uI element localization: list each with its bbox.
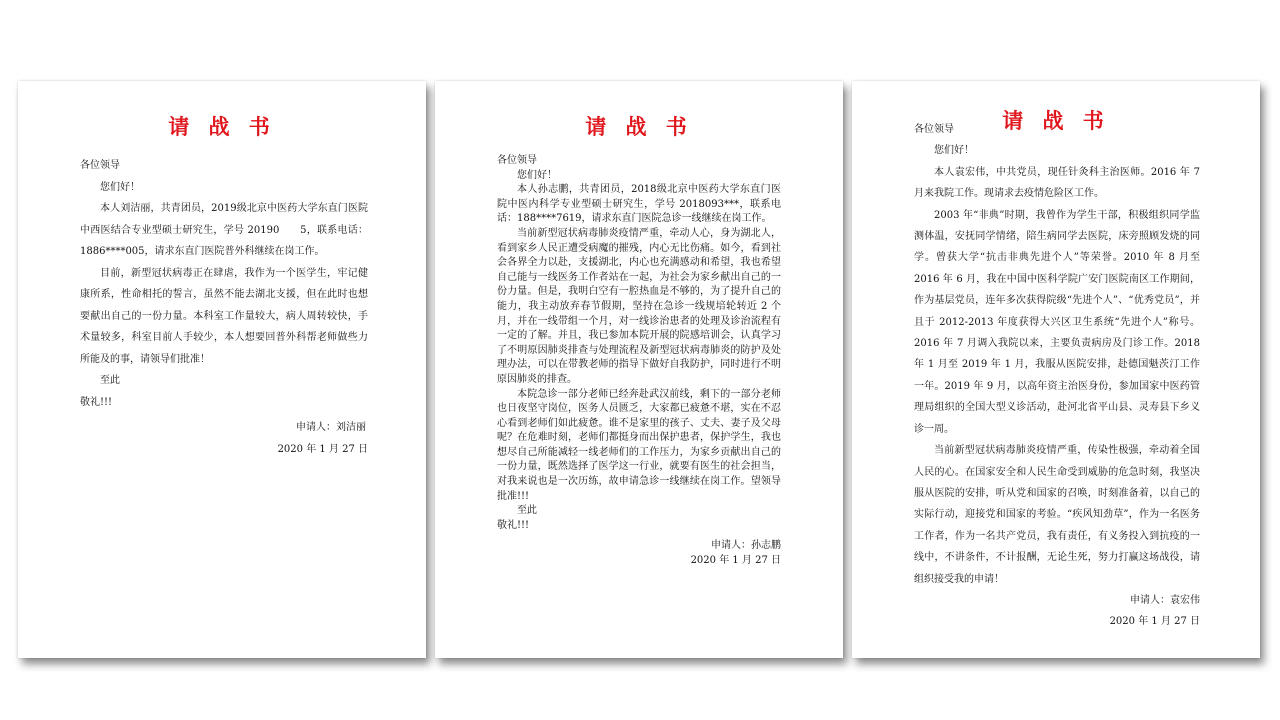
greeting: 您们好！ bbox=[934, 145, 974, 157]
salutation: 各位领导 bbox=[914, 124, 954, 135]
letter-body bbox=[914, 119, 1200, 633]
letter-page-liu bbox=[18, 81, 426, 658]
closing-line: 至此 bbox=[517, 505, 537, 517]
closing-salute: 敬礼!!! bbox=[497, 519, 530, 531]
salutation: 各位领导 bbox=[80, 160, 120, 171]
paragraph: 2003 年“非典”时期，我曾作为学生干部，积极组织同学监测体温，安抚同学情绪，陪生病同学去医院，床旁照顾发烧的同学。曾获大学“抗击非典先进个人”等荣誉。2010 年 8 月至 2016 年 6 月，我在中国中医科学院广安门医院南区工作期间，作为基层党员，连年多次获得院级“先进个人”、“优秀党员”，并且于 2012-2013 年度获得大兴区卫生系统“先进个人”称号。2016 年 7 月调入我院以来，主要负责病房及门诊工作。2018 年 1 月至 2019 年 1 月，我服从医院安排，赴德国魁茨汀工作一年。2019 年 9 月，以高年资主治医身份，参加国家中医药管理局组织的全国大型义诊活动，赴河北省平山县、灵寿县下乡义诊一周。 bbox=[914, 209, 1200, 435]
date: 2020 年 1 月 27 日 bbox=[1109, 616, 1200, 628]
paragraph: 本人孙志鹏，共青团员，2018级北京中医药大学东直门医院中医内科学专业型硕士研究生，学号 2018093***，联系电话：188****7619，请求东直门医院急诊一线继续在岗工作。 bbox=[497, 184, 781, 225]
closing-line: 至此 bbox=[100, 375, 120, 386]
date: 2020 年 1 月 27 日 bbox=[277, 443, 368, 455]
letter-page-yuan bbox=[852, 81, 1260, 658]
closing-salute: 敬礼!!! bbox=[80, 396, 113, 408]
paragraph: 目前，新型冠状病毒正在肆虐，我作为一个医学生，牢记健康所系，性命相托的誓言，虽然不能去湖北支援，但在此时也想要献出自己的一份力量。本科室工作量较大，病人周转较快，手术量较多，科室目前人手较少，本人想要回普外科帮老师做些力所能及的事，请领导们批准！ bbox=[80, 267, 368, 365]
date: 2020 年 1 月 27 日 bbox=[690, 555, 781, 567]
letter-title: 请 战 书 bbox=[1002, 108, 1110, 133]
paragraph: 当前新型冠状病毒肺炎疫情严重，牵动人心，身为湖北人，看到家乡人民正遭受病魔的摧残，内心无比伤痛。如今，看到社会各界全力以赴，支援湖北，内心也充满感动和希望，我也希望自己能与一线医务工作者站在一起，为社会为家乡献出自己的一份力量。但是，我明白空有一腔热血是不够的，为了提升自己的能力，我主动放弃春节假期，坚持在急诊一线规培轮转近 2 个月，并在一线带组一个月，对一线诊治患者的处理及诊治流程有一定的了解。并且，我已参加本院开展的院感培训会，认真学习了不明原因肺炎排查与处理流程及新型冠状病毒肺炎的防护及处理办法，可以在带教老师的指导下做好自我防护，同时进行不明原因肺炎的排查。 bbox=[497, 227, 781, 385]
letter-page-sun bbox=[435, 81, 843, 658]
paragraph: 本人刘洁丽，共青团员，2019级北京中医药大学东直门医院中西医结合专业型硕士研究生，学号 20190 5，联系电话：1886****005，请求东直门医院普外科继续在岗工作。 bbox=[80, 203, 368, 257]
signature: 申请人：孙志鹏 bbox=[711, 540, 781, 552]
letter-body bbox=[497, 154, 781, 569]
signature: 申请人：袁宏伟 bbox=[1130, 594, 1200, 606]
paragraph: 当前新型冠状病毒肺炎疫情严重，传染性极强，牵动着全国人民的心。在国家安全和人民生命受到威胁的危急时刻，我坚决服从医院的安排，听从党和国家的召唤，时刻准备着，以自己的实际行动，迎接党和国家的考验。“疾风知劲草”，作为一名医务工作者，作为一名共产党员，我有责任，有义务投入到抗疫的一线中，不讲条件，不计报酬，无论生死，努力打赢这场战役，请组织接受我的申请！ bbox=[914, 445, 1200, 585]
greeting: 您们好！ bbox=[100, 181, 140, 193]
letter-body bbox=[80, 155, 368, 460]
salutation: 各位领导 bbox=[497, 155, 537, 166]
paragraph: 本人袁宏伟，中共党员，现任针灸科主治医师。2016 年 7 月来我院工作。现请求去疫情危险区工作。 bbox=[914, 166, 1200, 200]
greeting: 您们好！ bbox=[517, 169, 557, 181]
signature: 申请人：刘洁丽 bbox=[296, 422, 366, 433]
paragraph: 本院急诊一部分老师已经奔赴武汉前线，剩下的一部分老师也日夜坚守岗位，医务人员匮乏，大家都已疲惫不堪，实在不忍心看到老师们如此疲惫。谁不是家里的孩子、丈夫、妻子及父母呢？在危难时刻，老师们都挺身而出保护患者，保护学生，我也想尽自己所能减轻一线老师们的工作压力，为家乡贡献出自己的一份力量，既然选择了医学这一行业，就要有医生的社会担当，对我来说也是一次历练，故申请急诊一线继续在岗工作。望领导批准!!! bbox=[497, 388, 781, 502]
letter-title: 请 战 书 bbox=[168, 114, 276, 139]
letter-title: 请 战 书 bbox=[585, 114, 693, 139]
